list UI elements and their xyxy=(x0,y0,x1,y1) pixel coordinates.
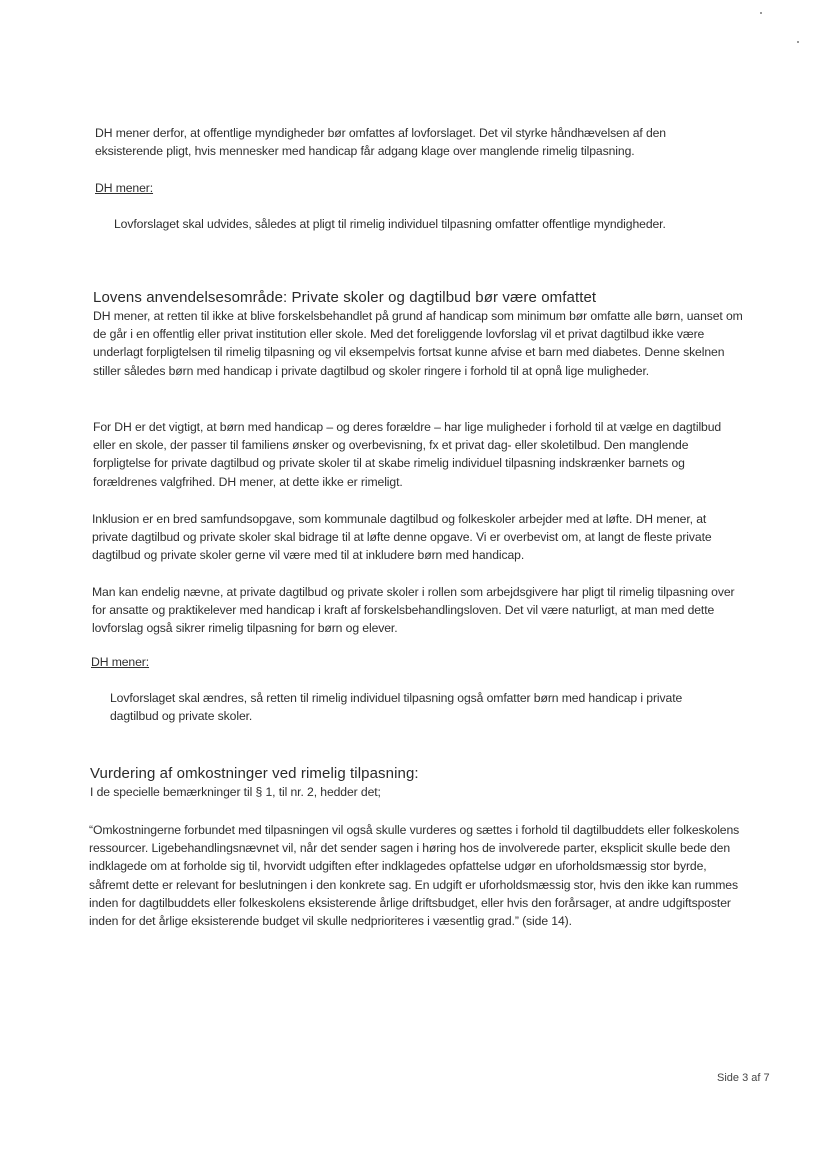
paragraph-inclusion: Inklusion er en bred samfundsopgave, som kommunale dagtilbud og folkeskoler arbejder med at løfte. DH mener, at private dagtilbud og private skoler skal bidrage til at løfte denne opgave. Vi er overbevist om, at langt de fleste private dagtilbud og private skoler gerne vil være med til at inkludere børn med handicap. xyxy=(92,512,712,563)
paragraph-public-authorities: DH mener derfor, at offentlige myndigheder bør omfattes af lovforslaget. Det vil styrke håndhævelsen af den eksisterende pligt, hvis mennesker med handicap får adgang klage over manglende rimelig tilpasning. xyxy=(95,126,666,159)
scan-speck xyxy=(760,12,762,14)
section-heading-scope: Lovens anvendelsesområde: Private skoler og dagtilbud bør være omfattet xyxy=(93,289,597,306)
paragraph-employers: Man kan endelig nævne, at private dagtilbud og private skoler i rollen som arbejdsgivere har pligt til rimelig tilpasning over for ansatte og praktikelever med handicap i kraft af forskelsbehandlingsloven. Det vil være naturligt, at man med dette lovforslag også sikrer rimelig tilpasning for børn og elever. xyxy=(92,585,735,636)
paragraph-scope-children: DH mener, at retten til ikke at blive forskelsbehandlet på grund af handicap som minimum bør omfatte alle børn, uanset om de går i en offentlig eller privat institution eller skole. Med det foreliggende lovforslag vil et privat dagtilbud ikke være underlagt forpligtelsen til rimelig tilpasning og vil eksempelvis fortsat kunne afvise et barn med diabetes. Denne skelnen stiller således børn med handicap i private dagtilbud og skoler ringere i forhold til at opnå lige muligheder. xyxy=(93,309,743,378)
paragraph-special-remarks: I de specielle bemærkninger til § 1, til nr. 2, hedder det; xyxy=(90,785,381,799)
dh-mener-label-1: DH mener: xyxy=(95,181,154,195)
recommendation-2: Lovforslaget skal ændres, så retten til rimelig individuel tilpasning også omfatter børn med handicap i private dagtilbud og private skoler. xyxy=(110,691,683,724)
scan-speck xyxy=(797,41,799,43)
recommendation-1: Lovforslaget skal udvides, således at pligt til rimelig individuel tilpasning omfatter offentlige myndigheder. xyxy=(114,217,666,231)
dh-mener-label-2: DH mener: xyxy=(91,655,150,669)
section-heading-costs: Vurdering af omkostninger ved rimelig tilpasning: xyxy=(90,765,419,782)
page-number: Side 3 af 7 xyxy=(717,1072,770,1084)
paragraph-equal-opportunities: For DH er det vigtigt, at børn med handicap – og deres forældre – har lige muligheder i forhold til at vælge en dagtilbud eller en skole, der passer til familiens ønsker og overbevisning, fx et privat dag- eller skoletilbud. Den manglende forpligtelse for private dagtilbud og private skoler til at skabe rimelig individuel tilpasning indskrænker barnets og forældrenes valgfrihed. DH mener, at dette ikke er rimeligt. xyxy=(93,420,722,489)
quote-cost-assessment: “Omkostningerne forbundet med tilpasningen vil også skulle vurderes og sættes i forhold til dagtilbuddets eller folkeskolens ressourcer. Ligebehandlingsnævnet vil, når det sender sagen i høring hos de involverede parter, eksplicit skulle bede den indklagede om at forholde sig til, hvorvidt udgiften efter indklagedes opfattelse udgør en uforholdsmæssig stor byrde, såfremt dette er relevant for beslutningen i den konkrete sag. En udgift er uforholdsmæssig stor, hvis den ikke kan rummes inden for dagtilbuddets eller folkeskolens eksisterende årlige driftsbudget, eller hvis den forårsager, at andre udgiftsposter inden for det årlige eksisterende budget vil skulle nedprioriteres i væsentlig grad.” (side 14). xyxy=(89,823,740,929)
